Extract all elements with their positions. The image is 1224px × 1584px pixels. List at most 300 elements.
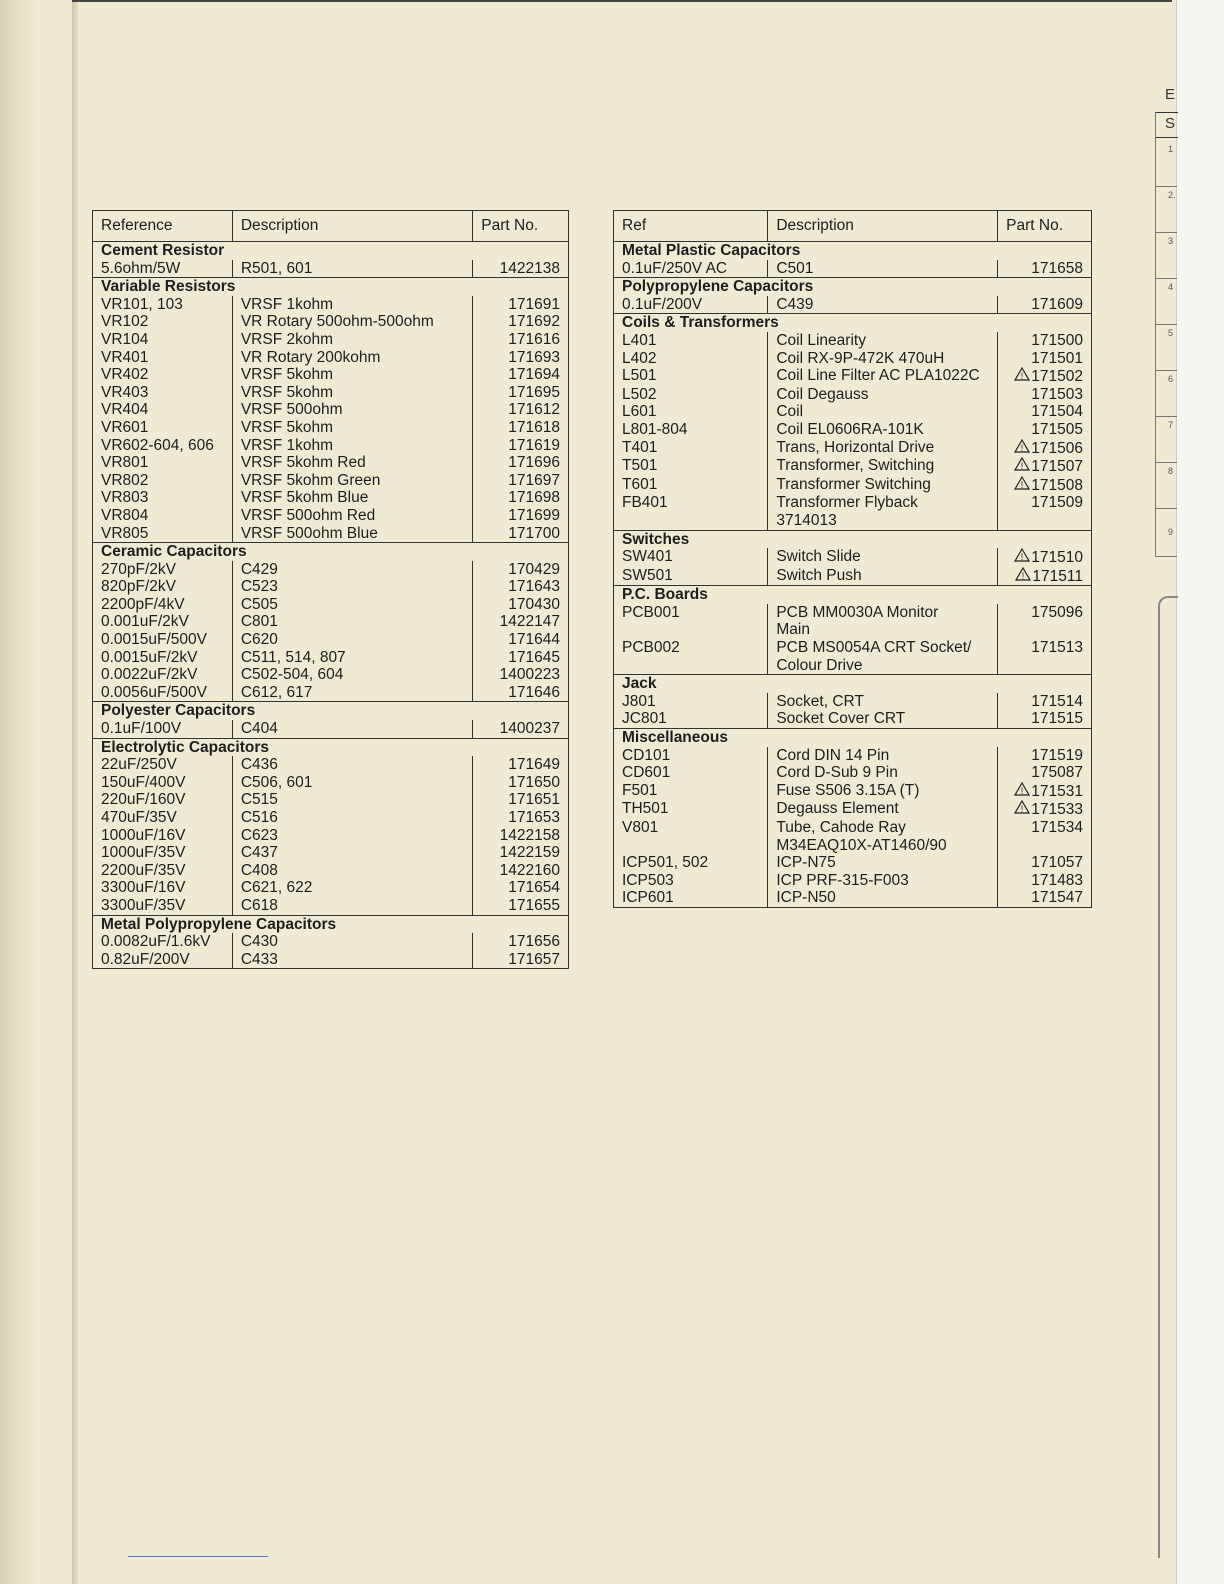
description-text: Coil xyxy=(776,403,804,421)
section-title: Jack xyxy=(614,675,1092,693)
part-number: 171646 xyxy=(508,683,560,701)
table-row xyxy=(93,437,569,455)
table-row xyxy=(93,525,569,543)
table-row xyxy=(93,631,569,649)
cell-reference: VR801 xyxy=(101,454,149,472)
section-title-row xyxy=(614,586,1092,604)
edge-bracket xyxy=(1158,596,1178,1558)
part-number: 171533 xyxy=(1031,801,1083,819)
table-row xyxy=(614,260,1092,278)
description-text: Socket, CRT xyxy=(776,692,864,710)
cell-description xyxy=(768,639,998,675)
cell-description xyxy=(232,827,472,845)
cell-part-no xyxy=(473,349,569,367)
part-number: 175087 xyxy=(1031,764,1083,782)
section-title-row xyxy=(93,242,569,260)
cell-reference: VR601 xyxy=(101,418,149,436)
cell-description xyxy=(768,854,998,872)
part-number: 171507 xyxy=(1031,458,1083,476)
part-number: 171612 xyxy=(508,401,560,419)
cell-reference: L401 xyxy=(622,331,657,349)
cell-description xyxy=(232,951,472,969)
table-row xyxy=(614,693,1092,711)
cell-description xyxy=(232,933,472,951)
description-text: VRSF 500ohm Blue xyxy=(240,524,378,542)
cell-reference: 0.1uF/250V AC xyxy=(622,259,728,277)
table-row xyxy=(93,296,569,314)
cell-part-no xyxy=(473,684,569,702)
cell-reference: 0.0082uF/1.6kV xyxy=(101,933,211,951)
description-text: Cord D-Sub 9 Pin xyxy=(776,764,898,782)
safety-warning-icon xyxy=(1014,800,1030,819)
section-title-row xyxy=(93,738,569,756)
cell-part-no xyxy=(473,844,569,862)
cell-part-no xyxy=(473,809,569,827)
table-row xyxy=(93,472,569,490)
cell-description xyxy=(232,384,472,402)
table-row xyxy=(614,819,1092,854)
part-number: 1400237 xyxy=(499,720,560,738)
cell-description xyxy=(232,613,472,631)
cell-part-no xyxy=(473,862,569,880)
table-row xyxy=(93,666,569,684)
edge-vline xyxy=(1155,112,1156,557)
cell-part-no xyxy=(998,854,1092,872)
cell-part-no xyxy=(998,260,1092,278)
description-text: Degauss Element xyxy=(776,800,899,818)
edge-letter: S xyxy=(1165,115,1176,132)
cell-description xyxy=(232,578,472,596)
description-text: C430 xyxy=(240,933,278,951)
cell-part-no xyxy=(473,827,569,845)
cell-description xyxy=(768,386,998,404)
cell-description xyxy=(768,800,998,819)
cell-description xyxy=(232,507,472,525)
cell-reference: 0.0056uF/500V xyxy=(101,683,208,701)
description-text: C515 xyxy=(240,791,278,809)
cell-description xyxy=(232,331,472,349)
table-row xyxy=(93,897,569,915)
cell-part-no xyxy=(998,764,1092,782)
cell-part-no xyxy=(998,872,1092,890)
cell-reference: CD601 xyxy=(622,764,671,782)
cell-part-no xyxy=(998,567,1092,586)
table-row xyxy=(614,421,1092,439)
section-title-row xyxy=(614,242,1092,260)
table-row xyxy=(93,401,569,419)
table-row xyxy=(93,720,569,738)
edge-rule xyxy=(1155,462,1177,463)
cell-description xyxy=(232,260,472,278)
cell-part-no xyxy=(473,596,569,614)
description-text: Tube, Cahode Ray xyxy=(776,819,906,836)
cell-reference: 0.1uF/100V xyxy=(101,720,182,738)
table-row xyxy=(93,933,569,951)
description-text: C801 xyxy=(240,613,278,631)
table-header xyxy=(93,211,569,242)
cell-description xyxy=(768,872,998,890)
cell-description xyxy=(232,774,472,792)
edge-rule xyxy=(1155,508,1177,509)
cell-part-no xyxy=(998,367,1092,386)
table-row xyxy=(614,604,1092,639)
table-row xyxy=(93,791,569,809)
cell-part-no xyxy=(998,332,1092,350)
part-number: 171698 xyxy=(508,489,560,507)
part-number: 171657 xyxy=(508,950,560,968)
cell-reference: VR403 xyxy=(101,383,149,401)
part-number: 175096 xyxy=(1031,603,1083,621)
cell-part-no xyxy=(998,639,1092,675)
description-text: VRSF 500ohm xyxy=(240,401,343,419)
part-number: 171658 xyxy=(1031,259,1083,277)
part-number: 171547 xyxy=(1031,889,1083,907)
part-number: 170430 xyxy=(508,595,560,613)
description-text: C436 xyxy=(240,756,278,774)
cell-reference: 0.82uF/200V xyxy=(101,950,190,968)
cell-description xyxy=(768,350,998,368)
cell-reference: F501 xyxy=(622,781,658,799)
part-number: 1422158 xyxy=(499,826,560,844)
cell-reference: 0.0015uF/500V xyxy=(101,631,208,649)
cell-reference: PCB001 xyxy=(622,603,680,621)
cell-description xyxy=(232,525,472,543)
cell-reference: 3300uF/16V xyxy=(101,879,186,897)
cell-description xyxy=(768,889,998,907)
part-number: 171693 xyxy=(508,348,560,366)
svg-text:!: ! xyxy=(1021,371,1024,382)
cell-description xyxy=(768,604,998,639)
table-row xyxy=(93,684,569,702)
section-title: Polypropylene Capacitors xyxy=(614,278,1092,296)
cell-reference: T401 xyxy=(622,438,658,456)
cell-reference: ICP503 xyxy=(622,871,674,889)
table-row xyxy=(93,578,569,596)
part-number: 171534 xyxy=(1031,819,1083,836)
right-parts-table xyxy=(613,210,1092,908)
part-number: 1422159 xyxy=(499,844,560,862)
table-row xyxy=(614,350,1092,368)
part-number: 171503 xyxy=(1031,385,1083,403)
cell-part-no xyxy=(998,693,1092,711)
safety-warning-icon xyxy=(1014,782,1030,801)
section-title: Electrolytic Capacitors xyxy=(93,738,569,756)
cell-part-no xyxy=(473,933,569,951)
cell-description xyxy=(232,684,472,702)
description-text: Transformer Switching xyxy=(776,475,931,493)
cell-part-no xyxy=(473,472,569,490)
cell-part-no xyxy=(473,260,569,278)
cell-reference: 470uF/35V xyxy=(101,809,177,826)
part-number: 171616 xyxy=(508,330,560,348)
safety-warning-icon xyxy=(1015,567,1031,586)
cell-reference: VR803 xyxy=(101,489,149,507)
edge-number: 5 xyxy=(1168,328,1174,338)
header-description: Description xyxy=(768,211,998,242)
part-number: 171509 xyxy=(1031,494,1083,512)
cell-description xyxy=(232,720,472,738)
table-row xyxy=(614,872,1092,890)
cell-part-no xyxy=(473,951,569,969)
header-part-no: Part No. xyxy=(998,211,1092,242)
cell-part-no xyxy=(473,649,569,667)
cell-part-no xyxy=(998,457,1092,476)
cell-part-no xyxy=(473,384,569,402)
cell-part-no xyxy=(998,386,1092,404)
cell-reference: 22uF/250V xyxy=(101,756,177,774)
section-title-row xyxy=(614,314,1092,332)
description-text: R501, 601 xyxy=(240,259,313,277)
cell-reference: VR402 xyxy=(101,366,149,384)
cell-description xyxy=(768,747,998,765)
description-text: Fuse S506 3.15A (T) xyxy=(776,781,920,799)
cell-description xyxy=(232,296,472,314)
cell-part-no xyxy=(473,666,569,684)
description-text: VRSF 2kohm xyxy=(240,330,333,348)
cell-reference: TH501 xyxy=(622,800,669,818)
cell-description xyxy=(768,421,998,439)
table-row xyxy=(614,764,1092,782)
cell-reference: FB401 xyxy=(622,494,668,512)
edge-number: 2. xyxy=(1168,190,1176,200)
cell-description xyxy=(768,567,998,586)
table-row xyxy=(93,384,569,402)
description-text: VR Rotary 200kohm xyxy=(240,348,381,366)
table-row xyxy=(93,951,569,969)
cell-part-no xyxy=(473,489,569,507)
table-row xyxy=(614,854,1092,872)
description-text: Transformer, Switching xyxy=(776,457,935,475)
cell-part-no xyxy=(473,454,569,472)
cell-reference: PCB002 xyxy=(622,639,680,657)
section-title: Metal Polypropylene Capacitors xyxy=(93,915,569,933)
description-text: C439 xyxy=(776,295,814,313)
cell-reference: VR104 xyxy=(101,330,149,348)
header-ref: Ref xyxy=(614,211,768,242)
section-title-row xyxy=(614,530,1092,548)
cell-reference: 3300uF/35V xyxy=(101,896,186,914)
table-row xyxy=(93,649,569,667)
cell-reference: ICP501, 502 xyxy=(622,854,709,872)
part-number: 171645 xyxy=(508,648,560,666)
section-title: P.C. Boards xyxy=(614,586,1092,604)
description-text: VRSF 5kohm xyxy=(240,418,333,436)
cell-description xyxy=(232,756,472,774)
table-row xyxy=(614,332,1092,350)
cell-reference: ICP601 xyxy=(622,889,674,907)
cell-part-no xyxy=(473,366,569,384)
table-row xyxy=(93,489,569,507)
edge-number: 4 xyxy=(1168,282,1174,292)
description-text-line2: Main xyxy=(776,621,810,639)
cell-part-no xyxy=(998,548,1092,567)
cell-reference: SW401 xyxy=(622,548,673,566)
cell-description xyxy=(232,561,472,579)
part-number: 171057 xyxy=(1031,854,1083,872)
cell-reference: T601 xyxy=(622,475,658,493)
description-text: C523 xyxy=(240,578,278,596)
description-text: Coil Line Filter AC PLA1022C xyxy=(776,367,980,385)
edge-number: 1 xyxy=(1168,144,1174,154)
table-row xyxy=(93,774,569,792)
edge-rule xyxy=(1155,186,1177,187)
part-number: 171504 xyxy=(1031,403,1083,421)
description-text: C501 xyxy=(776,259,814,277)
cell-reference: L501 xyxy=(622,367,657,385)
part-number: 171692 xyxy=(508,313,560,331)
cell-part-no xyxy=(998,439,1092,458)
description-text: C404 xyxy=(240,720,278,738)
description-text: C618 xyxy=(240,896,278,914)
cell-reference: 0.001uF/2kV xyxy=(101,613,189,631)
edge-rule xyxy=(1155,556,1177,557)
table-row xyxy=(614,747,1092,765)
svg-text:!: ! xyxy=(1021,785,1024,796)
cell-description xyxy=(768,710,998,728)
description-text: Coil EL0606RA-101K xyxy=(776,420,924,438)
cell-description xyxy=(232,791,472,809)
cell-reference: 1000uF/16V xyxy=(101,826,186,844)
description-text: VRSF 5kohm Blue xyxy=(240,489,369,507)
part-number: 171519 xyxy=(1031,746,1083,764)
section-title: Switches xyxy=(614,530,1092,548)
cell-description xyxy=(232,666,472,684)
cell-part-no xyxy=(473,631,569,649)
section-title: Metal Plastic Capacitors xyxy=(614,242,1092,260)
svg-text:!: ! xyxy=(1021,552,1024,563)
cell-description xyxy=(768,782,998,801)
part-number: 171508 xyxy=(1031,476,1083,494)
part-number: 170429 xyxy=(508,560,560,578)
cell-description xyxy=(232,472,472,490)
description-text: Coil RX-9P-472K 470uH xyxy=(776,349,945,367)
part-number: 171651 xyxy=(508,791,560,809)
cell-reference: VR805 xyxy=(101,524,149,542)
part-number: 171691 xyxy=(508,295,560,313)
safety-warning-icon xyxy=(1014,367,1030,386)
cell-description xyxy=(232,596,472,614)
description-text-line2: 3714013 xyxy=(776,511,837,529)
part-number: 171500 xyxy=(1031,331,1083,349)
description-text: VRSF 5kohm Green xyxy=(240,471,381,489)
cell-part-no xyxy=(998,296,1092,314)
description-text: VRSF 5kohm xyxy=(240,366,333,384)
part-number: 171514 xyxy=(1031,692,1083,710)
svg-text:!: ! xyxy=(1021,804,1024,815)
edge-rule xyxy=(1155,324,1177,325)
description-text: Cord DIN 14 Pin xyxy=(776,746,890,764)
table-row xyxy=(93,613,569,631)
cell-description xyxy=(232,809,472,827)
part-number: 171653 xyxy=(508,809,560,826)
part-number: 171511 xyxy=(1032,567,1083,585)
table-row xyxy=(614,296,1092,314)
section-title: Variable Resistors xyxy=(93,278,569,296)
edge-number: 3 xyxy=(1168,236,1174,246)
description-text: ICP PRF-315-F003 xyxy=(776,871,909,889)
part-number: 171697 xyxy=(508,471,560,489)
binding-edge xyxy=(72,0,78,1584)
cell-part-no xyxy=(998,710,1092,728)
part-number: 171694 xyxy=(508,366,560,384)
svg-text:!: ! xyxy=(1021,442,1024,453)
part-number: 171644 xyxy=(508,631,560,649)
cell-part-no xyxy=(473,897,569,915)
header-part-no: Part No. xyxy=(473,211,569,242)
cell-description xyxy=(232,879,472,897)
cell-part-no xyxy=(473,578,569,596)
cell-reference: VR102 xyxy=(101,313,149,331)
cell-reference: L402 xyxy=(622,349,657,367)
section-title-row xyxy=(614,675,1092,693)
edge-rule xyxy=(1155,416,1177,417)
part-number: 171510 xyxy=(1031,549,1083,567)
table-row xyxy=(614,782,1092,801)
svg-text:!: ! xyxy=(1021,479,1024,490)
svg-text:!: ! xyxy=(1022,570,1025,581)
cell-part-no xyxy=(998,421,1092,439)
description-text: C511, 514, 807 xyxy=(240,648,346,666)
edge-number: 9 xyxy=(1168,527,1174,537)
safety-warning-icon xyxy=(1014,457,1030,476)
edge-rule xyxy=(1155,232,1177,233)
cell-description xyxy=(768,367,998,386)
section-title: Polyester Capacitors xyxy=(93,702,569,720)
description-text: Coil Linearity xyxy=(776,331,866,349)
table-row xyxy=(93,454,569,472)
description-text-line2: M34EAQ10X-AT1460/90 xyxy=(776,836,947,854)
table-row xyxy=(93,827,569,845)
description-text: C623 xyxy=(240,826,278,844)
part-number: 171650 xyxy=(508,773,560,791)
part-number: 171513 xyxy=(1031,639,1083,657)
cell-description xyxy=(768,476,998,495)
part-number: 171656 xyxy=(508,933,560,951)
part-number: 171655 xyxy=(508,896,560,914)
table-row xyxy=(93,349,569,367)
description-text: VRSF 1kohm xyxy=(240,295,333,313)
edge-rule xyxy=(1155,278,1177,279)
description-text: PCB MM0030A Monitor xyxy=(776,603,939,621)
part-number: 171649 xyxy=(508,756,560,774)
cell-part-no xyxy=(998,747,1092,765)
svg-text:!: ! xyxy=(1021,461,1024,472)
cell-description xyxy=(768,548,998,567)
part-number: 171695 xyxy=(508,383,560,401)
table-row xyxy=(614,403,1092,421)
cell-part-no xyxy=(998,782,1092,801)
cell-reference: VR804 xyxy=(101,506,149,524)
cell-description xyxy=(768,296,998,314)
part-number: 171515 xyxy=(1031,710,1083,728)
cell-description xyxy=(232,419,472,437)
cell-description xyxy=(232,631,472,649)
description-text: C433 xyxy=(240,950,278,968)
table-row xyxy=(93,366,569,384)
cell-reference: V801 xyxy=(622,819,659,836)
section-title: Coils & Transformers xyxy=(614,314,1092,332)
safety-warning-icon xyxy=(1014,439,1030,458)
section-title-row xyxy=(93,702,569,720)
part-number: 171699 xyxy=(508,506,560,524)
section-title-row xyxy=(93,915,569,933)
part-number: 171483 xyxy=(1031,871,1083,889)
cell-reference: VR101, 103 xyxy=(101,295,183,313)
cell-reference: 150uF/400V xyxy=(101,773,186,791)
section-title-row xyxy=(93,278,569,296)
cell-description xyxy=(768,439,998,458)
table-row xyxy=(93,260,569,278)
